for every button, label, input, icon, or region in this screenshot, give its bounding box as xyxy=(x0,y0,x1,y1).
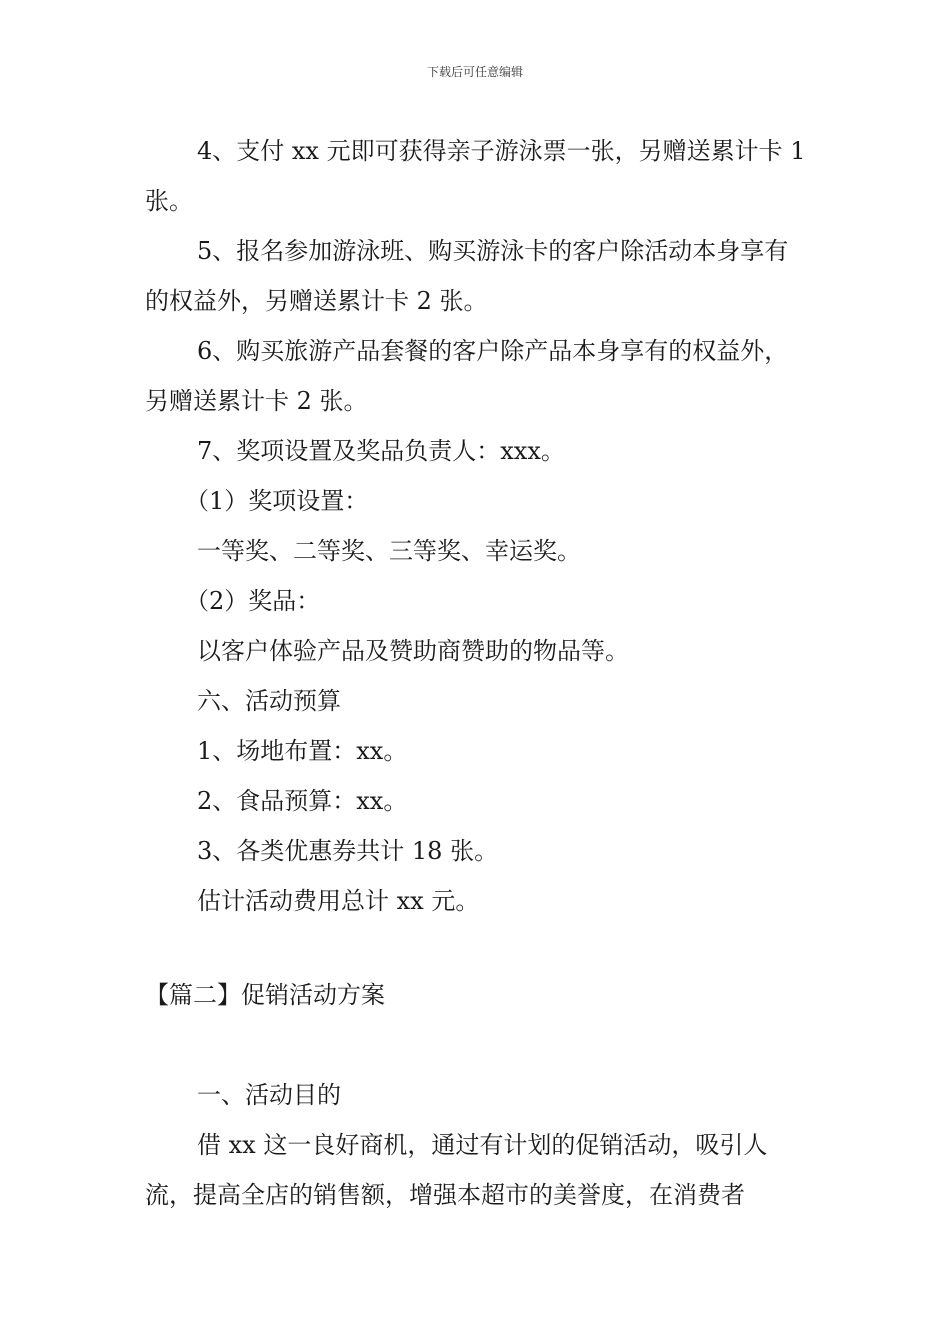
document-body xyxy=(145,126,810,1220)
section-heading-budget: 六、活动预算 xyxy=(197,687,341,715)
spacer xyxy=(145,1020,810,1070)
subheading-award-setup: （1）奖项设置： xyxy=(185,487,369,515)
budget-item-food: 2、食品预算：xx。 xyxy=(197,787,408,815)
chapter-title: 【篇二】促销活动方案 xyxy=(145,981,385,1009)
award-list: 一等奖、二等奖、三等奖、幸运奖。 xyxy=(197,537,581,565)
spacer xyxy=(145,926,810,970)
budget-total: 估计活动费用总计 xx 元。 xyxy=(197,887,480,915)
subheading-prizes: （2）奖品： xyxy=(185,587,321,615)
section-heading-purpose: 一、活动目的 xyxy=(197,1081,341,1109)
paragraph-item-4: 4、支付 xx 元即可获得亲子游泳票一张，另赠送累计卡 1 张。 xyxy=(145,137,806,215)
prize-description: 以客户体验产品及赞助商赞助的物品等。 xyxy=(197,637,629,665)
budget-item-coupons: 3、各类优惠券共计 18 张。 xyxy=(197,837,499,865)
budget-item-venue: 1、场地布置：xx。 xyxy=(197,737,408,765)
page-header: 下载后可任意编辑 xyxy=(426,65,523,79)
paragraph-item-6: 6、购买旅游产品套餐的客户除产品本身享有的权益外，另赠送累计卡 2 张。 xyxy=(145,337,789,415)
paragraph-item-5: 5、报名参加游泳班、购买游泳卡的客户除活动本身享有的权益外，另赠送累计卡 2 张。 xyxy=(145,237,789,315)
purpose-paragraph: 借 xx 这一良好商机，通过有计划的促销活动，吸引人流，提高全店的销售额，增强本超市的美誉度，在消费者 xyxy=(145,1131,768,1209)
paragraph-item-7: 7、奖项设置及奖品负责人：xxx。 xyxy=(197,437,565,465)
